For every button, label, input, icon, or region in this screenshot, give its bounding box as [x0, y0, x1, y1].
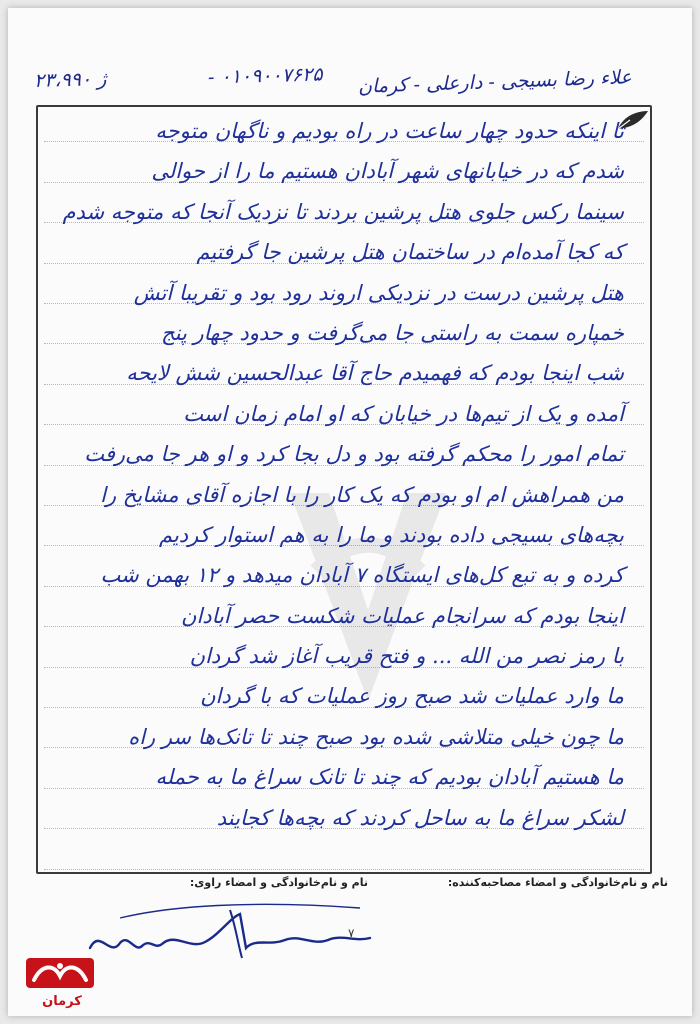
- handwritten-line: که کجا آمده‌ام در ساختمان هتل پرشین جا گرفتیم: [196, 240, 624, 265]
- logo-mark-icon: [24, 954, 96, 992]
- ruled-line: [44, 869, 644, 870]
- archive-code: ژ ۲۳،۹۹۰: [33, 68, 107, 92]
- handwritten-line: لشکر سراغ ما به ساحل کردند که بچه‌ها کجایند: [216, 805, 624, 830]
- handwritten-line: ما هستیم آبادان بودیم که چند تا تانک سراغ ما به حمله: [155, 765, 624, 790]
- logo-city-label: کرمان: [42, 994, 82, 1009]
- interviewer-signature-label: نام و نام‌خانوادگی و امضاء مصاحبه‌کننده:: [447, 876, 668, 889]
- handwritten-line: تا اینکه حدود چهار ساعت در راه بودیم و ناگهان متوجه: [155, 119, 624, 143]
- handwritten-line: شب اینجا بودم که فهمیدم حاج آقا عبدالحسین شش لایحه: [126, 361, 624, 386]
- writing-frame: [36, 105, 652, 874]
- handwritten-line: اینجا بودم که سرانجام عملیات شکست حصر آبادان: [181, 603, 624, 628]
- handwritten-line: هتل پرشین درست در نزدیکی اروند رود بود و تقریبا آتش: [133, 280, 624, 305]
- handwritten-line: کرده و به تبع کل‌های ایستگاه ۷ آبادان میدهد و ۱۲ بهمن شب: [100, 563, 624, 588]
- page-number: ۷: [348, 926, 355, 940]
- handwritten-line: خمپاره سمت به راستی جا می‌گرفت و حدود چهار پنج: [161, 320, 624, 345]
- handwritten-line: بچه‌های بسیجی داده بودند و ما را به هم استوار کردیم: [158, 522, 624, 547]
- interview-code: - ۰۱۰۹۰۰۷۶۲۵: [207, 63, 323, 89]
- handwritten-signature: [80, 888, 380, 978]
- handwritten-line: شدم که در خیابانهای شهر آبادان هستیم ما را از حوالی: [151, 159, 624, 184]
- narrator-signature-label: نام و نام‌خانوادگی و امضاء راوی:: [189, 876, 368, 889]
- header-line: [28, 63, 668, 103]
- handwritten-line: ما وارد عملیات شد صبح روز عملیات که با گردان: [200, 684, 624, 709]
- handwritten-line: من همراهش ام او بودم که یک کار را با اجازه آقای مشایخ را: [100, 482, 624, 507]
- handwritten-line: ما چون خیلی متلاشی شده بود صبح چند تا تانک‌ها سر راه: [128, 724, 624, 749]
- handwritten-line: آمده و یک از تیم‌ها در خیابان که او امام زمان است: [183, 401, 624, 426]
- handwritten-line: با رمز نصر من الله ... و فتح قریب آغاز شد گردان: [189, 644, 624, 669]
- handwritten-body: [54, 111, 624, 838]
- navid-shahed-logo: [18, 950, 102, 1016]
- handwritten-line: تمام امور را محکم گرفته بود و دل بجا کرد و او هر جا می‌رفت: [84, 442, 624, 467]
- document-page: [8, 8, 692, 1016]
- narrator-name: علاء رضا بسیجی - دارعلی - کرمان: [358, 66, 633, 98]
- handwritten-line: سینما رکس جلوی هتل پرشین بردند تا نزدیک آنجا که متوجه شدم: [62, 199, 624, 224]
